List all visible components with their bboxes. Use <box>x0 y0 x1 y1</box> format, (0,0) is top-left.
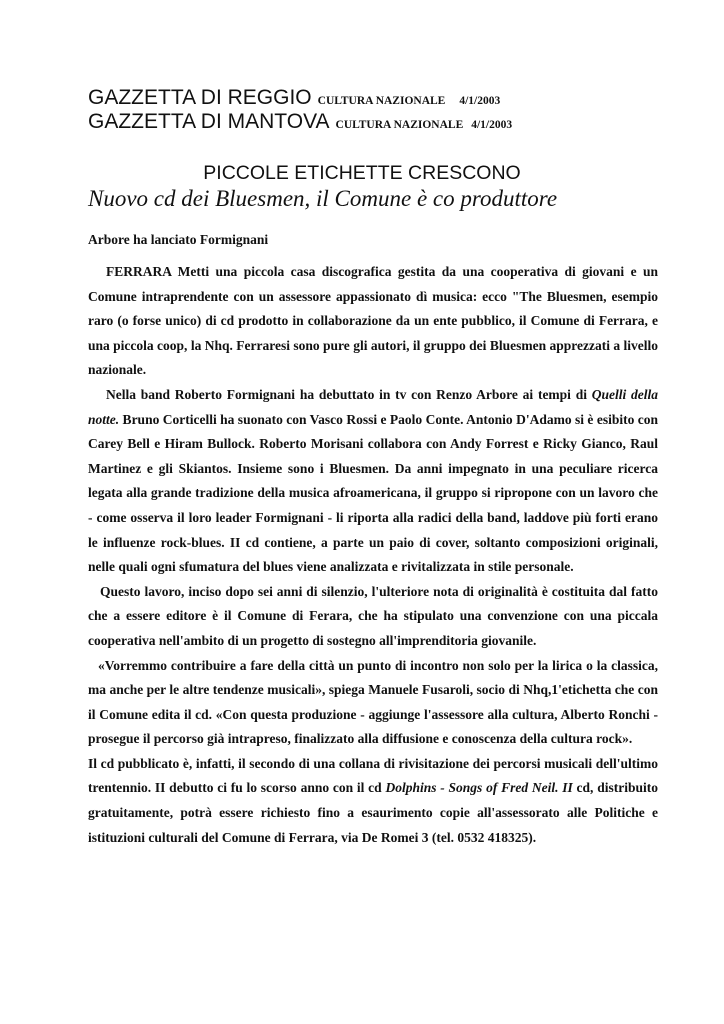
section-name: CULTURA NAZIONALE <box>317 95 446 107</box>
publication-date: 4/1/2003 <box>471 119 513 131</box>
masthead <box>88 86 688 134</box>
tv-show-title: Quelli della notte. <box>88 386 658 427</box>
publication-date: 4/1/2003 <box>459 95 501 107</box>
paragraph-4: «Vorremmo contribuire a fare della città un punto di incontro non solo per la lirica o la classica, ma anche per le altre tendenze musicali», spiega Manuele Fusaroli, socio di Nhq,1'etichetta che con il Comune edita il cd. «Con questa produzione - aggiunge l'assessore alla cultura, Alberto Ronchi - prosegue il percorso già intrapreso, finalizzato alla diffusione e conoscenza della cultura rock». <box>88 657 658 747</box>
paragraph-text: cd, distribuito gratuitamente, potrà essere richiesto fino a esaurimento copie all'assessorato alle Politiche e istituzioni culturali del Comune di Ferrara, via De Romei 3 (tel. 0532 418325). <box>88 780 658 845</box>
article-subheadline: Nuovo cd dei Bluesmen, il Comune è co produttore <box>88 186 558 211</box>
newspaper-name: GAZZETTA DI REGGIO <box>88 86 312 109</box>
newspaper-name: GAZZETTA DI MANTOVA <box>88 110 330 133</box>
article-kicker: Arbore ha lanciato Formignani <box>88 232 269 247</box>
masthead-line-reggio <box>88 86 688 110</box>
section-name: CULTURA NAZIONALE <box>335 119 464 131</box>
paragraph-5 <box>88 752 658 850</box>
paragraph-text: Bruno Corticelli ha suonato con Vasco Rossi e Paolo Conte. Antonio D'Adamo si è esibito con Carey Bell e Hiram Bullock. Roberto Morisani collabora con Andy Forrest e Ricky Gianco, Raul Martinez e gli Skiantos. Insieme sono i Bluesmen. Da anni impegnato in una peculiare ricerca legata alla grande tradizione della musica afroamericana, il gruppo si ripropone con un lavoro che - come osserva il loro leader Formignani - li riporta alla radici della band, laddove più forti erano le influenze rock-blues. II cd contiene, a parte un paio di cover, soltanto composizioni originali, nelle quali ogni sfumatura del blues viene analizzata e rivitalizzata in stile personale. <box>88 411 658 575</box>
paragraph-3: Questo lavoro, inciso dopo sei anni di silenzio, l'ulteriore nota di originalità è costituita dal fatto che a essere editore è il Comune di Ferara, che ha stipulato una convenzione con una piccala cooperativa nell'ambito di un progetto di sostegno all'imprenditoria giovanile. <box>88 583 658 648</box>
article-body <box>88 260 658 850</box>
paragraph-text: Nella band Roberto Formignani ha debuttato in tv con Renzo Arbore ai tempi di <box>106 386 592 402</box>
paragraph-text: Il cd pubblicato è, infatti, il secondo di una collana di rivisitazione dei percorsi musicali dell'ultimo trentennio. II debutto ci fu lo scorso anno con il cd <box>88 755 658 796</box>
paragraph-1: FERRARA Metti una piccola casa discografica gestita da una cooperativa di giovani e un Comune intraprendente con un assessore appassionato dì musica: ecco "The Bluesmen, esempio raro (o forse unico) di cd prodotto in collaborazione da un ente pubblico, il Comune di Ferrara, e una piccola coop, la Nhq. Ferraresi sono pure gli autori, il gruppo dei Bluesmen apprezzati a livello nazionale. <box>88 264 658 378</box>
album-title: Dolphins - Songs of Fred Neil. II <box>385 780 573 796</box>
paragraph-2 <box>88 383 658 580</box>
masthead-line-mantova <box>88 110 688 134</box>
article-headline: PICCOLE ETICHETTE CRESCONO <box>203 162 521 184</box>
